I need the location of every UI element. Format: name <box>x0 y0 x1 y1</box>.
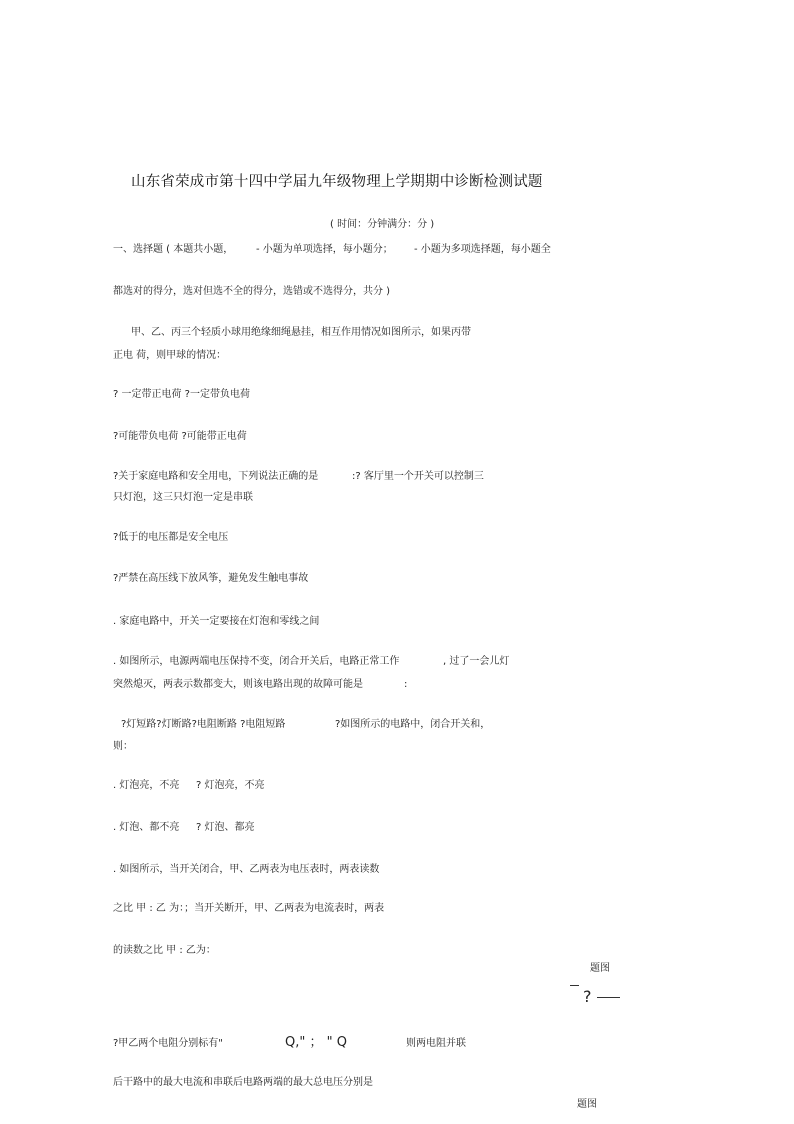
section1-intro-a: 一、选择题 ( 本题共小题， <box>113 244 234 255</box>
q5-stem-2: 之比 甲 : 乙 为：；当开关断开，甲、乙两表为电流表时，两表 <box>113 903 385 914</box>
q6-figure-label: 题图 <box>577 1099 597 1110</box>
section1-intro-c: - 小题为多项选择题，每小题全 <box>414 244 551 255</box>
time-line: ( 时间：分钟满分：分 ) <box>330 219 435 230</box>
q1-stem-2: 正电 荷，则甲球的情况： <box>113 350 227 361</box>
q2-stem-a: ?关于家庭电路和安全用电，下列说法正确的是 <box>113 471 319 482</box>
q4-option-2a: . 灯泡、都不亮 <box>113 822 180 833</box>
q2-option-3: . 家庭电路中，开关一定要接在灯泡和零线之间 <box>113 616 320 627</box>
q5-stem-1: . 如图所示，当开关闭合，甲、乙两表为电压表时，两表读数 <box>113 864 380 875</box>
q6-stem-a: ?甲乙两个电阻分别标有" <box>113 1038 223 1049</box>
q1-options-1: ? 一定带正电荷 ?一定带负电荷 <box>113 389 250 400</box>
section1-intro-b: - 小题为单项选择，每小题分； <box>256 244 393 255</box>
q6-stem-2: 后干路中的最大电流和串联后电路两端的最大总电压分别是 <box>113 1077 373 1088</box>
q6-stem-c: 则两电阻并联 <box>406 1038 466 1049</box>
q5-figure-mark: ? <box>583 987 592 1006</box>
figure-dash-left <box>570 985 579 986</box>
section1-intro-d: 都选对的得分，选对但选不全的得分，选错或不选得分，共分 ) <box>113 286 391 297</box>
q1-options-2: ?可能带负电荷 ?可能带正电荷 <box>113 431 247 442</box>
q4-stem-a: ?如图所示的电路中，闭合开关和， <box>335 719 491 730</box>
q3-stem-a: . 如图所示，电源两端电压保持不变，闭合开关后，电路正常工作 <box>113 656 400 667</box>
q2-option-2: ?严禁在高压线下放风筝，避免发生触电事故 <box>113 573 309 584</box>
q2-stem-c: 只灯泡，这三只灯泡一定是串联 <box>113 492 253 503</box>
q3-stem-d: : <box>404 679 408 690</box>
q2-option-1: ?低于的电压都是安全电压 <box>113 532 229 543</box>
q2-stem-b: :? 客厅里一个开关可以控制三 <box>352 471 484 482</box>
figure-dash-right <box>597 997 620 998</box>
q4-option-1a: . 灯泡亮，不亮 <box>113 780 180 791</box>
q6-stem-b: Q," ； " Q <box>285 1035 347 1050</box>
document-title: 山东省荣成市第十四中学届九年级物理上学期期中诊断检测试题 <box>131 174 543 190</box>
q3-stem-c: 突然熄灭，两表示数都变大，则该电路出现的故障可能是 <box>113 679 363 690</box>
q3-options: ?灯短路?灯断路?电阻断路 ?电阻短路 <box>121 719 286 730</box>
q5-figure-label: 题图 <box>590 963 610 974</box>
q4-stem-b: 则： <box>113 741 133 752</box>
q1-stem-1: 甲、乙、丙三个轻质小球用绝缘细绳悬挂，相互作用情况如图所示，如果丙带 <box>131 327 471 338</box>
q3-stem-b: , 过了一会儿灯 <box>443 656 510 667</box>
q5-stem-3: 的读数之比 甲 : 乙为： <box>113 945 216 956</box>
q4-option-2b: ? 灯泡、都亮 <box>196 822 255 833</box>
q4-option-1b: ? 灯泡亮，不亮 <box>196 780 265 791</box>
